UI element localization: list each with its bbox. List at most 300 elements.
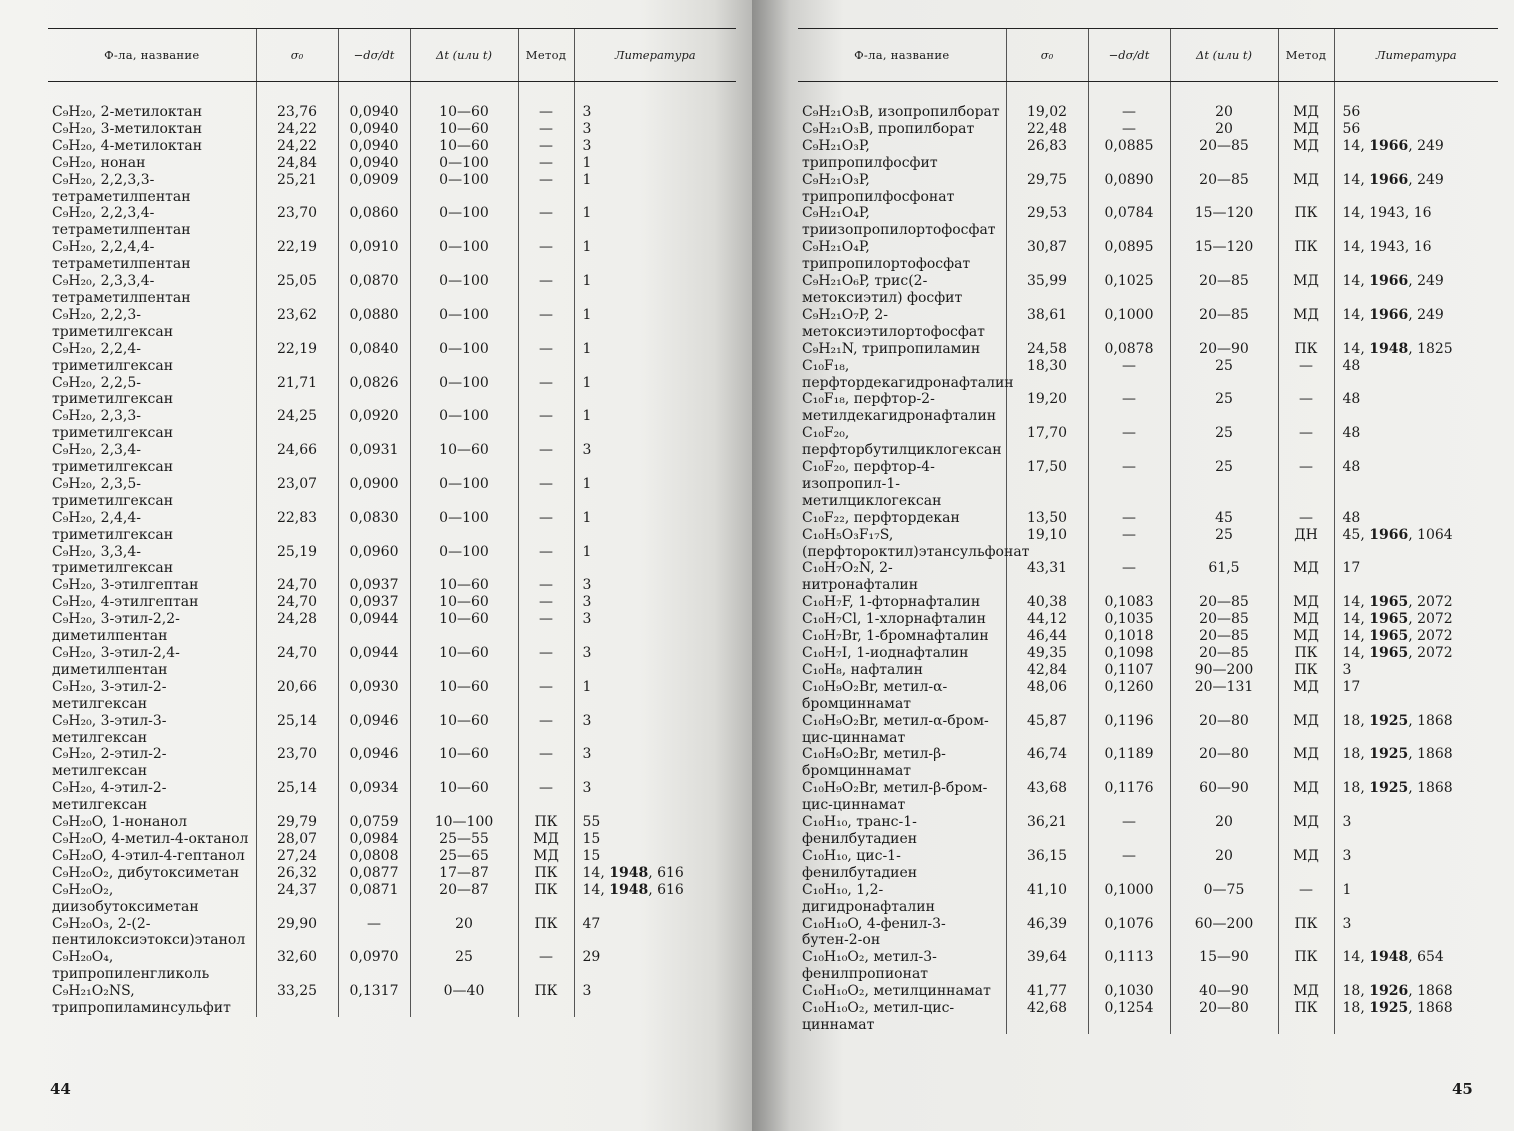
dt-cell: 10—60 [410,679,518,713]
literature-cell: 14, 1965, 2072 [1334,611,1498,628]
literature-cell: 1 [574,205,736,239]
method-cell: — [518,780,574,814]
method-cell: МД [1278,82,1334,121]
table-row [798,121,1498,138]
method-cell: — [518,121,574,138]
method-cell: ПК [518,983,574,1017]
formula-cell: C₁₀H₁₀, транс-1-фенилбутадиен [802,814,918,847]
literature-cell: 1 [574,341,736,375]
literature-cell: 14, 1943, 16 [1334,205,1498,239]
dt-cell: 0—100 [410,544,518,578]
literature-cell: 3 [574,611,736,645]
literature-cell: 1 [1334,882,1498,916]
method-cell: МД [1278,628,1334,645]
dt-cell: 25—55 [410,831,518,848]
literature-cell: 1 [574,375,736,409]
dt-cell: 15—120 [1170,205,1278,239]
sigma-cell: 30,87 [1006,239,1088,273]
sigma-cell: 28,07 [256,831,338,848]
method-cell: — [518,949,574,983]
method-cell: — [518,205,574,239]
dt-cell: 0—100 [410,172,518,206]
literature-cell: 18, 1926, 1868 [1334,983,1498,1000]
left-data-table [48,28,736,1017]
sigma-cell: 24,70 [256,594,338,611]
method-cell: — [1278,510,1334,527]
dsdt-cell: 0,1083 [1088,594,1170,611]
dsdt-cell: 0,1076 [1088,916,1170,950]
dt-cell: 20—85 [1170,611,1278,628]
table-row [48,510,736,544]
method-cell: ПК [1278,916,1334,950]
sigma-cell: 25,14 [256,713,338,747]
table-row [48,865,736,882]
literature-cell: 1 [574,239,736,273]
table-row [798,1000,1498,1034]
method-cell: ПК [518,916,574,950]
formula-cell: C₉H₂₀O₃, 2-(2-пентилоксиэтокси)этанол [52,915,246,949]
method-cell: — [518,408,574,442]
table-row [48,138,736,155]
dt-cell: 20—85 [1170,138,1278,172]
method-cell: МД [1278,746,1334,780]
table-row [798,882,1498,916]
sigma-cell: 25,21 [256,172,338,206]
formula-cell: C₉H₂₁N, трипропиламин [802,340,981,357]
dsdt-cell: 0,0940 [338,138,410,155]
literature-cell: 3 [574,577,736,594]
table-row [48,375,736,409]
sigma-cell: 19,20 [1006,391,1088,425]
literature-cell: 56 [1334,121,1498,138]
dsdt-cell: 0,0840 [338,341,410,375]
table-row [48,442,736,476]
table-row [798,645,1498,662]
method-cell: ПК [1278,239,1334,273]
dt-cell: 45 [1170,510,1278,527]
dt-cell: 20—80 [1170,1000,1278,1034]
method-cell: — [518,273,574,307]
table-row [48,882,736,916]
dt-cell: 10—60 [410,746,518,780]
literature-cell: 17 [1334,679,1498,713]
table-row [798,459,1498,510]
formula-cell: C₉H₂₁O₄P, триизопропилортофосфат [802,205,996,239]
method-cell: — [1278,391,1334,425]
dsdt-cell: 0,1254 [1088,1000,1170,1034]
sigma-cell: 42,68 [1006,1000,1088,1034]
table-row [48,594,736,611]
dt-cell: 0—100 [410,307,518,341]
dsdt-cell: 0,0940 [338,82,410,121]
dt-cell: 25 [1170,527,1278,561]
header-method: Метод [1278,29,1334,82]
table-row [798,848,1498,882]
left-table-body [48,82,736,1017]
table-row [48,341,736,375]
method-cell: — [518,138,574,155]
formula-cell: C₁₀H₇Cl, 1-хлорнафталин [802,611,986,628]
literature-cell: 18, 1925, 1868 [1334,780,1498,814]
dt-cell: 0—100 [410,408,518,442]
header-sigma: σ₀ [1006,29,1088,82]
sigma-cell: 36,15 [1006,848,1088,882]
formula-cell: C₉H₂₀O, 1-нонанол [52,814,188,831]
method-cell: МД [1278,273,1334,307]
sigma-cell: 39,64 [1006,949,1088,983]
sigma-cell: 24,84 [256,155,338,172]
dt-cell: 20 [1170,121,1278,138]
dt-cell: 20—80 [1170,713,1278,747]
method-cell: ПК [1278,341,1334,358]
dt-cell: 10—60 [410,82,518,121]
formula-cell: C₉H₂₀O, 4-этил-4-гептанол [52,847,245,864]
literature-cell: 1 [574,679,736,713]
table-row [48,172,736,206]
dsdt-cell: — [1088,510,1170,527]
dt-cell: 0—100 [410,476,518,510]
formula-cell: C₁₀H₁₀O₂, метилциннамат [802,983,991,1000]
dt-cell: 15—120 [1170,239,1278,273]
dt-cell: 20—131 [1170,679,1278,713]
formula-cell: C₁₀H₉O₂Br, метил-α-бромциннамат [802,678,948,712]
dt-cell: 90—200 [1170,662,1278,679]
formula-cell: C₉H₂₀, 2,3,3,4-тетраметилпентан [52,273,191,306]
method-cell: — [518,442,574,476]
formula-cell: C₉H₂₀, 2,2,4-триметилгексан [52,340,174,374]
dt-cell: 0—40 [410,983,518,1017]
dsdt-cell: 0,0931 [338,442,410,476]
table-row [798,746,1498,780]
method-cell: — [1278,459,1334,510]
table-row [48,713,736,747]
method-cell: МД [1278,713,1334,747]
formula-cell: C₁₀H₁₀, 1,2-дигидронафталин [802,881,935,915]
dsdt-cell: 0,1000 [1088,307,1170,341]
method-cell: — [518,155,574,172]
dt-cell: 25 [1170,459,1278,510]
dt-cell: 20 [410,916,518,950]
dsdt-cell: 0,1113 [1088,949,1170,983]
dt-cell: 60—200 [1170,916,1278,950]
dt-cell: 15—90 [1170,949,1278,983]
method-cell: ПК [518,865,574,882]
dsdt-cell: 0,0937 [338,594,410,611]
dt-cell: 10—100 [410,814,518,831]
literature-cell: 14, 1948, 616 [574,882,736,916]
table-row [48,544,736,578]
dsdt-cell: 0,0930 [338,679,410,713]
dsdt-cell: — [1088,391,1170,425]
dsdt-cell: — [1088,358,1170,392]
dt-cell: 10—60 [410,645,518,679]
dsdt-cell: 0,0808 [338,848,410,865]
literature-cell: 1 [574,476,736,510]
sigma-cell: 24,58 [1006,341,1088,358]
dt-cell: 17—87 [410,865,518,882]
dt-cell: 20—85 [1170,307,1278,341]
table-row [798,425,1498,459]
dt-cell: 10—60 [410,577,518,594]
literature-cell: 14, 1966, 249 [1334,138,1498,172]
method-cell: МД [1278,780,1334,814]
page-number-left: 44 [50,1080,71,1098]
formula-cell: C₉H₂₀, 4-этилгептан [52,594,199,611]
sigma-cell: 40,38 [1006,594,1088,611]
formula-cell: C₁₀F₁₈, перфтор-2-метилдекагидронафталин [802,391,997,425]
header-dt: Δt (или t) [1170,29,1278,82]
formula-cell: C₁₀H₉O₂Br, метил-α-бром-цис-циннамат [802,712,989,746]
table-row [798,527,1498,561]
sigma-cell: 24,25 [256,408,338,442]
sigma-cell: 24,37 [256,882,338,916]
table-row [48,814,736,831]
literature-cell: 18, 1925, 1868 [1334,1000,1498,1034]
formula-cell: C₉H₂₀, 3-метилоктан [52,120,203,137]
table-row [48,82,736,121]
method-cell: МД [1278,679,1334,713]
table-row [798,780,1498,814]
sigma-cell: 23,07 [256,476,338,510]
dsdt-cell: — [1088,82,1170,121]
dt-cell: 0—100 [410,510,518,544]
method-cell: ПК [1278,662,1334,679]
dsdt-cell: 0,0937 [338,577,410,594]
formula-cell: C₁₀H₅O₃F₁₇S, (перфтороктил)этансульфонат [802,526,1030,560]
literature-cell: 3 [1334,662,1498,679]
table-row [798,628,1498,645]
table-row [798,713,1498,747]
table-row [798,949,1498,983]
sigma-cell: 26,83 [1006,138,1088,172]
formula-cell: C₉H₂₀O₂, диизобутоксиметан [52,881,199,915]
sigma-cell: 43,68 [1006,780,1088,814]
literature-cell: 3 [574,594,736,611]
literature-cell: 1 [574,273,736,307]
sigma-cell: 32,60 [256,949,338,983]
dsdt-cell: 0,0984 [338,831,410,848]
method-cell: — [1278,425,1334,459]
table-row [798,82,1498,121]
dt-cell: 20—85 [1170,273,1278,307]
table-row [798,916,1498,950]
header-sigma: σ₀ [256,29,338,82]
formula-cell: C₉H₂₀, 2-метилоктан [52,104,203,120]
table-row [48,239,736,273]
sigma-cell: 33,25 [256,983,338,1017]
dt-cell: 20 [1170,82,1278,121]
method-cell: МД [1278,848,1334,882]
sigma-cell: 24,22 [256,138,338,155]
dt-cell: 10—60 [410,713,518,747]
literature-cell: 3 [574,121,736,138]
dsdt-cell: 0,0900 [338,476,410,510]
dsdt-cell: 0,1260 [1088,679,1170,713]
dsdt-cell: 0,0759 [338,814,410,831]
sigma-cell: 27,24 [256,848,338,865]
literature-cell: 14, 1966, 249 [1334,172,1498,206]
formula-cell: C₁₀H₁₀, цис-1-фенилбутадиен [802,847,918,881]
table-row [798,307,1498,341]
sigma-cell: 22,48 [1006,121,1088,138]
dsdt-cell: 0,0920 [338,408,410,442]
literature-cell: 1 [574,172,736,206]
table-row [48,155,736,172]
sigma-cell: 21,71 [256,375,338,409]
sigma-cell: 26,32 [256,865,338,882]
dt-cell: 20—90 [1170,341,1278,358]
table-row [798,611,1498,628]
formula-cell: C₁₀H₇I, 1-иоднафталин [802,645,969,661]
dsdt-cell: 0,0830 [338,510,410,544]
method-cell: МД [1278,121,1334,138]
dt-cell: 25 [1170,425,1278,459]
literature-cell: 48 [1334,391,1498,425]
sigma-cell: 24,66 [256,442,338,476]
sigma-cell: 36,21 [1006,814,1088,848]
dsdt-cell: 0,0934 [338,780,410,814]
method-cell: МД [518,848,574,865]
table-header-row [48,29,736,82]
literature-cell: 14, 1966, 249 [1334,307,1498,341]
formula-cell: C₉H₂₀, 2-этил-2-метилгексан [52,746,167,780]
dsdt-cell: 0,0909 [338,172,410,206]
table-row [798,205,1498,239]
dt-cell: 0—100 [410,155,518,172]
dsdt-cell: 0,1176 [1088,780,1170,814]
dt-cell: 20—85 [1170,172,1278,206]
sigma-cell: 23,70 [256,746,338,780]
table-row [48,746,736,780]
method-cell: ПК [1278,1000,1334,1034]
literature-cell: 14, 1965, 2072 [1334,645,1498,662]
table-header-row [798,29,1498,82]
dsdt-cell: 0,1025 [1088,273,1170,307]
sigma-cell: 24,70 [256,645,338,679]
sigma-cell: 17,50 [1006,459,1088,510]
formula-cell: C₉H₂₀, 4-этил-2-метилгексан [52,780,167,814]
formula-cell: C₉H₂₁O₃B, пропилборат [802,120,975,137]
dsdt-cell: 0,0784 [1088,205,1170,239]
formula-cell: C₉H₂₁O₆P, трис(2-метоксиэтил) фосфит [802,273,963,306]
table-row [48,611,736,645]
table-row [798,814,1498,848]
dsdt-cell: 0,1107 [1088,662,1170,679]
dsdt-cell: 0,0910 [338,239,410,273]
method-cell: — [518,476,574,510]
table-row [48,408,736,442]
sigma-cell: 13,50 [1006,510,1088,527]
method-cell: — [518,645,574,679]
literature-cell: 29 [574,949,736,983]
method-cell: ПК [1278,205,1334,239]
sigma-cell: 35,99 [1006,273,1088,307]
dt-cell: 20 [1170,848,1278,882]
formula-cell: C₉H₂₁O₇P, 2-метоксиэтилортофосфат [802,306,985,340]
dsdt-cell: 0,0880 [338,307,410,341]
dsdt-cell: 0,1035 [1088,611,1170,628]
literature-cell: 3 [574,82,736,121]
formula-cell: C₉H₂₁O₃P, трипропилфосфит [802,137,938,171]
formula-cell: C₉H₂₀, 2,2,5-триметилгексан [52,374,174,408]
formula-cell: C₉H₂₁O₄P, трипропилортофосфат [802,239,971,273]
dsdt-cell: 0,0860 [338,205,410,239]
left-page [0,0,752,1131]
dt-cell: 25 [410,949,518,983]
formula-cell: C₉H₂₀, 3-этил-2,4-диметилпентан [52,645,180,678]
literature-cell: 18, 1925, 1868 [1334,713,1498,747]
literature-cell: 3 [1334,916,1498,950]
formula-cell: C₉H₂₀, 2,2,3,3-тетраметилпентан [52,171,191,205]
formula-cell: C₁₀H₉O₂Br, метил-β-бромциннамат [802,746,946,780]
method-cell: МД [1278,983,1334,1000]
header-formula: Ф-ла, название [48,29,256,82]
formula-cell: C₉H₂₀O, 4-метил-4-октанол [52,830,249,847]
dsdt-cell: 0,0960 [338,544,410,578]
dsdt-cell: — [1088,121,1170,138]
literature-cell: 14, 1943, 16 [1334,239,1498,273]
literature-cell: 48 [1334,358,1498,392]
method-cell: МД [1278,814,1334,848]
dsdt-cell: 0,0970 [338,949,410,983]
table-row [798,358,1498,392]
sigma-cell: 23,62 [256,307,338,341]
formula-cell: C₉H₂₁O₃B, изопропилборат [802,104,1000,120]
literature-cell: 48 [1334,510,1498,527]
sigma-cell: 29,79 [256,814,338,831]
method-cell: — [518,611,574,645]
page-number-right: 45 [1452,1080,1473,1098]
formula-cell: C₉H₂₀, 2,3,5-триметилгексан [52,475,174,509]
sigma-cell: 19,02 [1006,82,1088,121]
dt-cell: 10—60 [410,442,518,476]
sigma-cell: 46,39 [1006,916,1088,950]
formula-cell: C₉H₂₀, 2,3,3-триметилгексан [52,408,174,442]
sigma-cell: 24,22 [256,121,338,138]
sigma-cell: 17,70 [1006,425,1088,459]
sigma-cell: 45,87 [1006,713,1088,747]
formula-cell: C₁₀H₇Br, 1-бромнафталин [802,628,989,645]
sigma-cell: 46,74 [1006,746,1088,780]
method-cell: — [518,375,574,409]
method-cell: МД [1278,307,1334,341]
method-cell: — [518,679,574,713]
table-row [798,510,1498,527]
formula-cell: C₉H₂₀, 3-этилгептан [52,577,199,594]
dt-cell: 25 [1170,391,1278,425]
table-row [798,138,1498,172]
method-cell: — [1278,882,1334,916]
literature-cell: 47 [574,916,736,950]
table-row [798,273,1498,307]
table-row [798,560,1498,594]
dt-cell: 20—87 [410,882,518,916]
dt-cell: 0—75 [1170,882,1278,916]
sigma-cell: 22,19 [256,239,338,273]
method-cell: — [518,239,574,273]
dsdt-cell: 0,0870 [338,273,410,307]
dt-cell: 20—85 [1170,645,1278,662]
literature-cell: 15 [574,848,736,865]
formula-cell: C₉H₂₀, 2,4,4-триметилгексан [52,509,174,543]
table-row [48,679,736,713]
dsdt-cell: 0,1018 [1088,628,1170,645]
method-cell: ПК [518,814,574,831]
formula-cell: C₁₀H₈, нафталин [802,661,923,678]
literature-cell: 1 [574,408,736,442]
dsdt-cell: — [1088,425,1170,459]
dt-cell: 0—100 [410,341,518,375]
